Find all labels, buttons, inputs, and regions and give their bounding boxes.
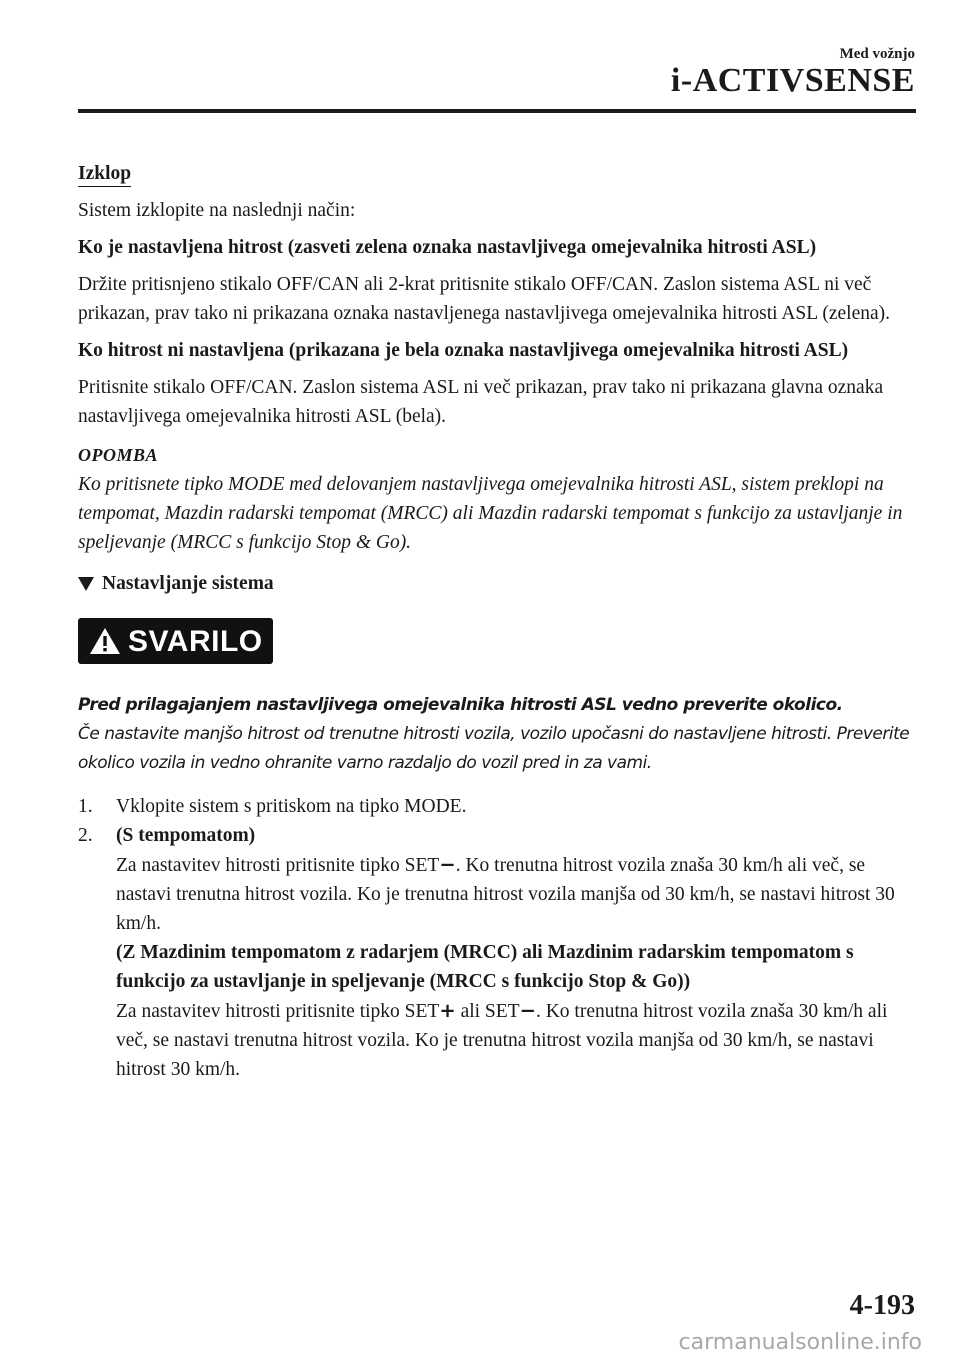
steps-list	[78, 792, 916, 1084]
header-title: i-ACTIVSENSE	[670, 62, 915, 99]
warning-text: Če nastavite manjšo hitrost od trenutne hitrosti vozila, vozilo upočasni do nastavljene hitrosti. Preverite okolico vozila in vedno ohranite varno razdaljo do vozil pred in za vami.	[78, 724, 910, 773]
header-rule	[78, 109, 916, 113]
page-content	[78, 158, 916, 1084]
text-part: ali SET	[455, 1001, 520, 1022]
note-title: OPOMBA	[78, 445, 159, 465]
note-text: Ko pritisnete tipko MODE med delovanjem nastavljivega omejevalnika hitrosti ASL, sistem preklopi na tempomat, Mazdin radarski tempomat (MRCC) ali Mazdin radarski tempomat s funkcijo za ustavljanje in speljevanje (MRCC s funkcijo Stop & Go).	[78, 474, 903, 553]
list-item	[78, 792, 916, 821]
case2-text: Pritisnite stikalo OFF/CAN. Zaslon sistema ASL ni več prikazan, prav tako ni prikazana glavna oznaka nastavljivega omejevalnika hitrosti ASL (bela).	[78, 377, 884, 427]
list-item	[78, 821, 916, 1084]
step-number: 1.	[78, 796, 93, 817]
triangle-down-icon	[78, 577, 94, 591]
step-heading-mrcc: (Z Mazdinim tempomatom z radarjem (MRCC) ali Mazdinim radarskim tempomatom s funkcijo za ustavljanje in speljevanje (MRCC s funkcijo Stop & Go))	[116, 942, 854, 992]
step-text: Vklopite sistem s pritiskom na tipko MODE.	[116, 796, 467, 817]
section-title: Izklop	[78, 162, 131, 187]
section-intro: Sistem izklopite na naslednji način:	[78, 200, 356, 221]
minus-icon: −	[439, 853, 456, 876]
case2-heading: Ko hitrost ni nastavljena (prikazana je bela oznaka nastavljivega omejevalnika hitrosti ASL)	[78, 340, 849, 361]
watermark: carmanualsonline.info	[678, 1330, 922, 1355]
warning-label: SVARILO	[128, 624, 263, 658]
case1-heading: Ko je nastavljena hitrost (zasveti zelena oznaka nastavljivega omejevalnika hitrosti ASL)	[78, 237, 817, 258]
step-heading-cruise: (S tempomatom)	[116, 825, 256, 846]
warning-bold-text: Pred prilagajanjem nastavljivega omejevalnika hitrosti ASL vedno preverite okolico.	[78, 695, 843, 715]
setup-heading	[78, 569, 916, 598]
plus-icon: +	[439, 999, 456, 1022]
text-part: Za nastavitev hitrosti pritisnite tipko SET	[116, 855, 440, 876]
step-number: 2.	[78, 825, 93, 846]
text-part: . Ko trenutna hitrost vozila znaša 30 km/h ali več, se nastavi trenutna hitrost vozila. Ko je trenutna hitrost vozila manjša od 30 km/h, se nastavi hitrost 30 km/h.	[116, 855, 895, 934]
warning-text-block	[78, 691, 916, 778]
text-part: Za nastavitev hitrosti pritisnite tipko SET	[116, 1001, 440, 1022]
step-body	[116, 821, 916, 1084]
case1-text: Držite pritisnjeno stikalo OFF/CAN ali 2-krat pritisnite stikalo OFF/CAN. Zaslon sistema ASL ni več prikazan, prav tako ni prikazana oznaka nastavljenega nastavljivega omejevalnika hitrosti ASL (zelena).	[78, 274, 890, 324]
step-text-cruise	[116, 850, 916, 938]
minus-icon: −	[519, 999, 536, 1022]
header-subtitle: Med vožnjo	[839, 46, 915, 62]
step-text-mrcc	[116, 996, 916, 1084]
text-part: . Ko trenutna hitrost vozila znaša 30 km/h ali več, se nastavi trenutna hitrost vozila. Ko je trenutna hitrost vozila manjša od 30 km/h, se nastavi hitrost 30 km/h.	[116, 1001, 888, 1080]
setup-heading-label: Nastavljanje sistema	[102, 573, 274, 594]
warning-badge	[78, 618, 273, 664]
warning-triangle-icon	[88, 626, 122, 656]
page-number: 4-193	[849, 1290, 915, 1321]
